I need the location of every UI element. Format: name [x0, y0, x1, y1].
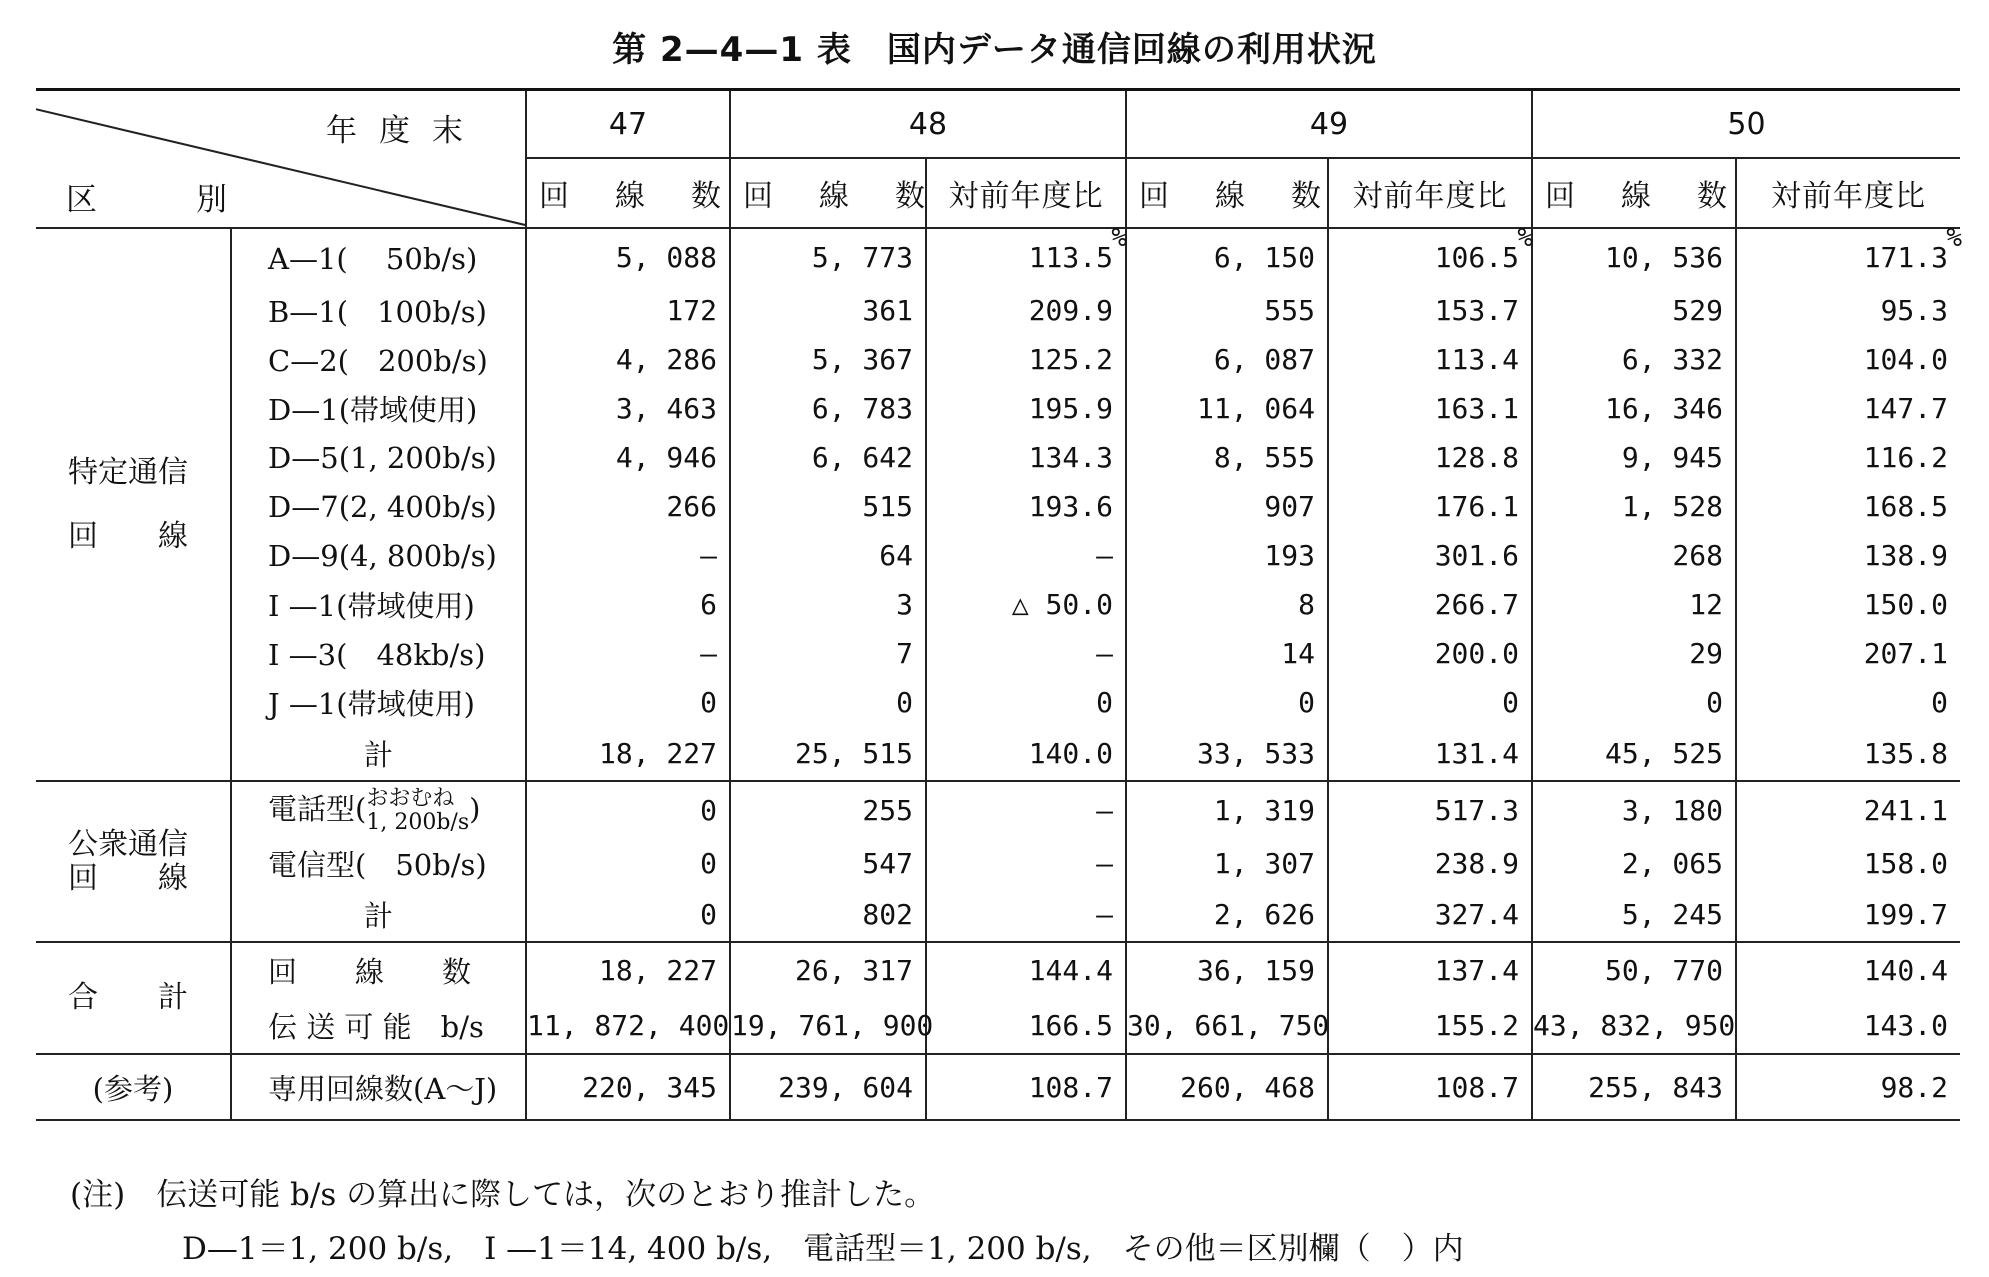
- cell: —: [526, 629, 730, 678]
- cell: 327.4: [1328, 888, 1532, 942]
- cell: 140.0: [926, 727, 1126, 781]
- cell: 10, 536: [1532, 228, 1736, 286]
- cell: 301.6: [1328, 531, 1532, 580]
- cell: 64: [730, 531, 926, 580]
- row-label: 伝 送 可 能 b/s: [231, 998, 526, 1054]
- data-table: [36, 88, 1960, 1121]
- cell: 4, 286: [526, 335, 730, 384]
- cell: 18, 227: [526, 727, 730, 781]
- cell: 3: [730, 580, 926, 629]
- year-header-47: 47: [526, 90, 730, 159]
- cell: 116.2: [1736, 433, 1960, 482]
- cell: 529: [1532, 286, 1736, 335]
- cell: 209.9: [926, 286, 1126, 335]
- cell: 131.4: [1328, 727, 1532, 781]
- cell: 30, 661, 750: [1126, 998, 1328, 1054]
- row-label: 専用回線数(A〜J): [231, 1054, 526, 1120]
- cell: 143.0: [1736, 998, 1960, 1054]
- cell: 128.8: [1328, 433, 1532, 482]
- cell: 158.0: [1736, 839, 1960, 888]
- cell: 98.2: [1736, 1054, 1960, 1120]
- table-row: [36, 678, 1960, 727]
- footnote-line: (注) 伝送可能 b/s の算出に際しては，次のとおり推計した。: [70, 1177, 936, 1213]
- cell: 150.0: [1736, 580, 1960, 629]
- cell-ratio: 106.5 %: [1328, 228, 1532, 286]
- cell: 0: [1328, 678, 1532, 727]
- table-row: [36, 531, 1960, 580]
- cell: 266.7: [1328, 580, 1532, 629]
- row-label: B—1( 100b/s): [231, 286, 526, 335]
- cell: —: [926, 839, 1126, 888]
- row-label: 回 線 数: [231, 942, 526, 998]
- col-lines: 回 線 数: [526, 158, 730, 228]
- cell: 220, 345: [526, 1054, 730, 1120]
- cell: 6, 087: [1126, 335, 1328, 384]
- cell: 0: [526, 839, 730, 888]
- cell: 29: [1532, 629, 1736, 678]
- year-header-48: 48: [730, 90, 1126, 159]
- group-label-kousyu: 公衆通信 回 線: [36, 781, 231, 942]
- cell: 2, 065: [1532, 839, 1736, 888]
- cell: 9, 945: [1532, 433, 1736, 482]
- cell: 6, 332: [1532, 335, 1736, 384]
- group-label-sankou: (参考): [36, 1054, 231, 1120]
- cell: △ 50.0: [926, 580, 1126, 629]
- cell: 3, 463: [526, 384, 730, 433]
- corner-category-label: 区 別: [66, 182, 227, 218]
- table-row: [36, 1054, 1960, 1120]
- cell: —: [926, 888, 1126, 942]
- cell: 18, 227: [526, 942, 730, 998]
- cell: 207.1: [1736, 629, 1960, 678]
- cell: 5, 088: [526, 228, 730, 286]
- cell: 4, 946: [526, 433, 730, 482]
- cell: 135.8: [1736, 727, 1960, 781]
- cell: 168.5: [1736, 482, 1960, 531]
- footnote-line: D—1＝1, 200 b/s, I —1＝14, 400 b/s, 電話型＝1, 200 b/s, その他＝区別欄（ ）内: [182, 1231, 1464, 1267]
- cell: 11, 064: [1126, 384, 1328, 433]
- cell: 134.3: [926, 433, 1126, 482]
- header-corner: [36, 90, 526, 229]
- cell: 137.4: [1328, 942, 1532, 998]
- row-label-total: 計: [231, 888, 526, 942]
- group-label-goukei: 合 計: [36, 942, 231, 1054]
- cell: 260, 468: [1126, 1054, 1328, 1120]
- cell: 268: [1532, 531, 1736, 580]
- col-lines: 回 線 数: [1532, 158, 1736, 228]
- cell: 25, 515: [730, 727, 926, 781]
- footnotes: [70, 1168, 1464, 1276]
- cell: 193: [1126, 531, 1328, 580]
- page-title: 第 2—4—1 表 国内データ通信回線の利用状況: [612, 30, 1377, 70]
- cell: 8: [1126, 580, 1328, 629]
- cell: 95.3: [1736, 286, 1960, 335]
- table-row: [36, 286, 1960, 335]
- cell: 6, 642: [730, 433, 926, 482]
- cell: 266: [526, 482, 730, 531]
- cell: 108.7: [926, 1054, 1126, 1120]
- cell: 1, 528: [1532, 482, 1736, 531]
- cell: 0: [730, 678, 926, 727]
- cell: 11, 872, 400: [526, 998, 730, 1054]
- col-ratio: 対前年度比: [1328, 158, 1532, 228]
- cell: 1, 307: [1126, 839, 1328, 888]
- cell: 195.9: [926, 384, 1126, 433]
- cell: 199.7: [1736, 888, 1960, 942]
- corner-year-label: 年度末: [326, 113, 485, 149]
- table-row: [36, 433, 1960, 482]
- cell: 6, 150: [1126, 228, 1328, 286]
- cell: 555: [1126, 286, 1328, 335]
- cell: 0: [526, 888, 730, 942]
- cell: 515: [730, 482, 926, 531]
- cell: 50, 770: [1532, 942, 1736, 998]
- table-row: [36, 629, 1960, 678]
- cell: 16, 346: [1532, 384, 1736, 433]
- cell: 26, 317: [730, 942, 926, 998]
- cell-ratio: 113.5 %: [926, 228, 1126, 286]
- cell: —: [926, 531, 1126, 580]
- row-label: A—1( 50b/s): [231, 228, 526, 286]
- cell: 7: [730, 629, 926, 678]
- cell-ratio: 171.3 %: [1736, 228, 1960, 286]
- cell: 3, 180: [1532, 781, 1736, 839]
- cell: 144.4: [926, 942, 1126, 998]
- row-label: D—9(4, 800b/s): [231, 531, 526, 580]
- cell: 238.9: [1328, 839, 1532, 888]
- table-row: [36, 839, 1960, 888]
- cell: 172: [526, 286, 730, 335]
- cell: 200.0: [1328, 629, 1532, 678]
- cell: 0: [526, 781, 730, 839]
- table-row: [36, 781, 1960, 839]
- table-row: [36, 384, 1960, 433]
- cell: 113.4: [1328, 335, 1532, 384]
- cell: 33, 533: [1126, 727, 1328, 781]
- cell: 6: [526, 580, 730, 629]
- row-label: D—7(2, 400b/s): [231, 482, 526, 531]
- cell: 147.7: [1736, 384, 1960, 433]
- row-label: I —1(帯域使用): [231, 580, 526, 629]
- cell: 241.1: [1736, 781, 1960, 839]
- row-label-denwa: 電話型(おおむね 1, 200b/s): [231, 781, 526, 839]
- cell: 0: [1532, 678, 1736, 727]
- cell: 5, 773: [730, 228, 926, 286]
- row-label: C—2( 200b/s): [231, 335, 526, 384]
- cell: 19, 761, 900: [730, 998, 926, 1054]
- col-ratio: 対前年度比: [1736, 158, 1960, 228]
- cell: 36, 159: [1126, 942, 1328, 998]
- table-row: [36, 998, 1960, 1054]
- cell: 5, 367: [730, 335, 926, 384]
- cell: 802: [730, 888, 926, 942]
- cell: 104.0: [1736, 335, 1960, 384]
- row-label-total: 計: [231, 727, 526, 781]
- table-row: [36, 335, 1960, 384]
- row-label: D—5(1, 200b/s): [231, 433, 526, 482]
- cell: 0: [1126, 678, 1328, 727]
- cell: 6, 783: [730, 384, 926, 433]
- row-label: D—1(帯域使用): [231, 384, 526, 433]
- table-row: [36, 580, 1960, 629]
- cell: 153.7: [1328, 286, 1532, 335]
- table-row-total: [36, 727, 1960, 781]
- cell: 125.2: [926, 335, 1126, 384]
- row-label: I —3( 48kb/s): [231, 629, 526, 678]
- cell: 255: [730, 781, 926, 839]
- cell: 138.9: [1736, 531, 1960, 580]
- col-ratio: 対前年度比: [926, 158, 1126, 228]
- cell: 45, 525: [1532, 727, 1736, 781]
- cell: 8, 555: [1126, 433, 1328, 482]
- cell: 239, 604: [730, 1054, 926, 1120]
- cell: 176.1: [1328, 482, 1532, 531]
- cell: 255, 843: [1532, 1054, 1736, 1120]
- cell: 2, 626: [1126, 888, 1328, 942]
- table-row-total: [36, 888, 1960, 942]
- cell: 108.7: [1328, 1054, 1532, 1120]
- cell: 0: [526, 678, 730, 727]
- cell: 140.4: [1736, 942, 1960, 998]
- table-row: [36, 482, 1960, 531]
- row-label: 電信型( 50b/s): [231, 839, 526, 888]
- row-label: J —1(帯域使用): [231, 678, 526, 727]
- table-row: [36, 228, 1960, 286]
- cell: 12: [1532, 580, 1736, 629]
- cell: 43, 832, 950: [1532, 998, 1736, 1054]
- cell: 155.2: [1328, 998, 1532, 1054]
- cell: 166.5: [926, 998, 1126, 1054]
- cell: 14: [1126, 629, 1328, 678]
- cell: 0: [1736, 678, 1960, 727]
- cell: 193.6: [926, 482, 1126, 531]
- cell: 907: [1126, 482, 1328, 531]
- year-header-49: 49: [1126, 90, 1532, 159]
- cell: 163.1: [1328, 384, 1532, 433]
- col-lines: 回 線 数: [730, 158, 926, 228]
- cell: 0: [926, 678, 1126, 727]
- cell: 517.3: [1328, 781, 1532, 839]
- cell: 547: [730, 839, 926, 888]
- cell: —: [926, 629, 1126, 678]
- group-label-tokutei: 特定通信 回 線: [36, 228, 231, 781]
- col-lines: 回 線 数: [1126, 158, 1328, 228]
- cell: —: [926, 781, 1126, 839]
- cell: 5, 245: [1532, 888, 1736, 942]
- year-header-50: 50: [1532, 90, 1960, 159]
- cell: 361: [730, 286, 926, 335]
- table-row: [36, 942, 1960, 998]
- cell: —: [526, 531, 730, 580]
- cell: 1, 319: [1126, 781, 1328, 839]
